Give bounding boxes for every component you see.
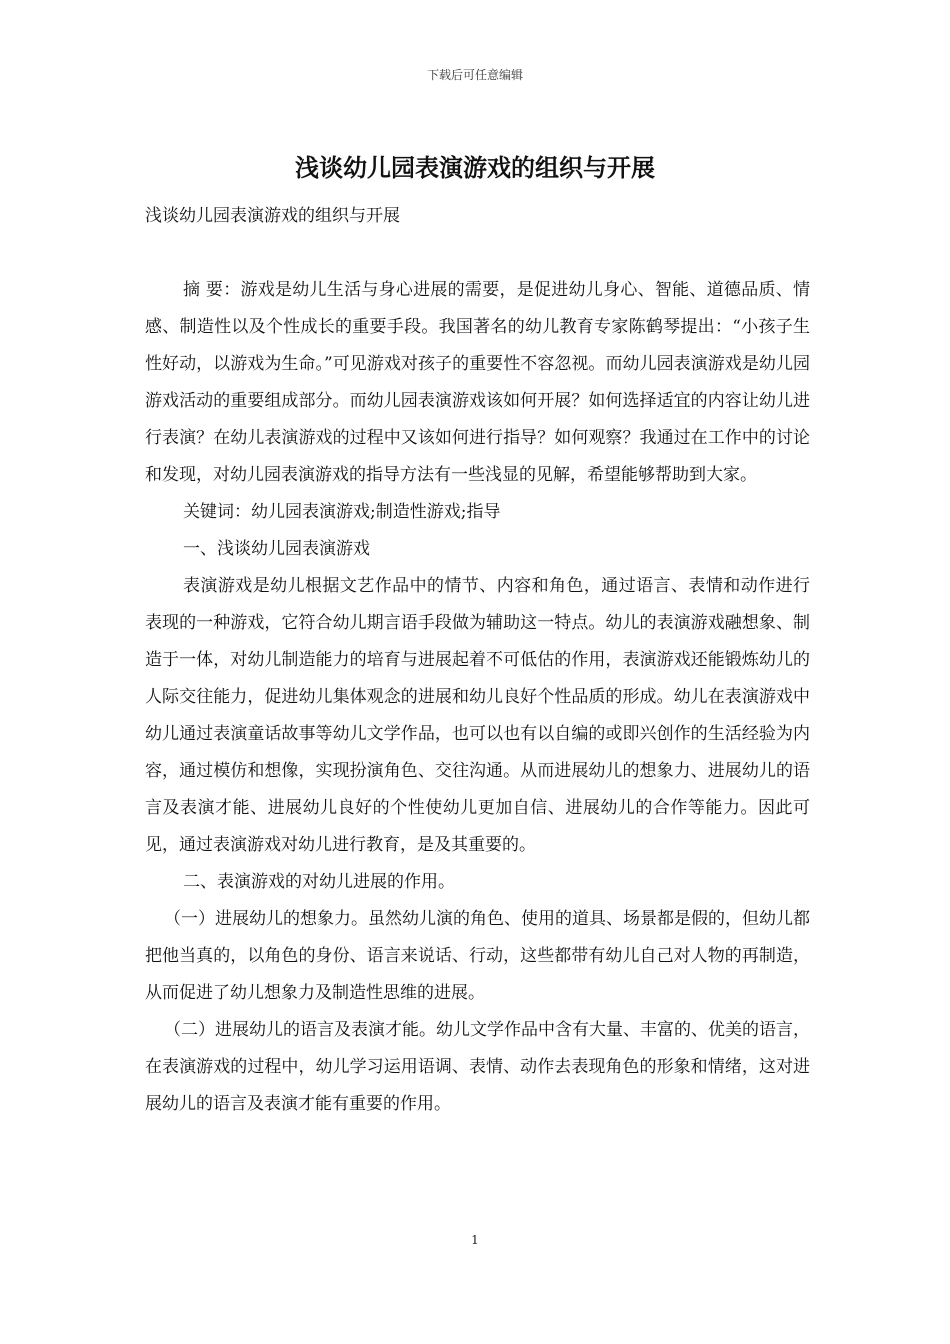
section-2-item-2: （二）进展幼儿的语言及表演才能。幼儿文学作品中含有大量、丰富的、优美的语言，在表演游戏的过程中，幼儿学习运用语调、表情、动作去表现角色的形象和情绪，这对进展幼儿的语言及表演才能有重要的作用。 (145, 1020, 810, 1114)
keywords-line: 关键词：幼儿园表演游戏;制造性游戏;指导 (183, 502, 501, 522)
section-2-heading: 二、表演游戏的对幼儿进展的作用。 (183, 872, 455, 892)
page-header-note: 下载后可任意编辑 (426, 68, 523, 82)
abstract-paragraph: 摘 要：游戏是幼儿生活与身心进展的需要，是促进幼儿身心、智能、道德品质、情感、制造性以及个性成长的重要手段。我国著名的幼儿教育专家陈鹤琴提出：“小孩子生性好动，以游戏为生命。”可见游戏对孩子的重要性不容忽视。而幼儿园表演游戏是幼儿园游戏活动的重要组成部分。而幼儿园表演游戏该如何开展？如何选择适宜的内容让幼儿进行表演？在幼儿表演游戏的过程中又该如何进行指导？如何观察？我通过在工作中的讨论和发现，对幼儿园表演游戏的指导方法有一些浅显的见解，希望能够帮助到大家。 (145, 280, 810, 485)
document-title: 浅谈幼儿园表演游戏的组织与开展 (295, 154, 655, 182)
document-subtitle: 浅谈幼儿园表演游戏的组织与开展 (145, 206, 400, 226)
document-body (145, 198, 810, 1123)
section-1-heading: 一、浅谈幼儿园表演游戏 (183, 539, 370, 559)
section-1-paragraph: 表演游戏是幼儿根据文艺作品中的情节、内容和角色，通过语言、表情和动作进行表现的一种游戏，它符合幼儿期言语手段做为辅助这一特点。幼儿的表演游戏融想象、制造于一体，对幼儿制造能力的培育与进展起着不可低估的作用，表演游戏还能锻炼幼儿的人际交往能力，促进幼儿集体观念的进展和幼儿良好个性品质的形成。幼儿在表演游戏中幼儿通过表演童话故事等幼儿文学作品，也可以也有以自编的或即兴创作的生活经验为内容，通过模仿和想像，实现扮演角色、交往沟通。从而进展幼儿的想象力、进展幼儿的语言及表演才能、进展幼儿良好的个性使幼儿更加自信、进展幼儿的合作等能力。因此可见，通过表演游戏对幼儿进行教育，是及其重要的。 (145, 576, 810, 855)
page-number: 1 (471, 1233, 479, 1247)
section-2-item-1: （一）进展幼儿的想象力。虽然幼儿演的角色、使用的道具、场景都是假的，但幼儿都把他当真的，以角色的身份、语言来说话、行动，这些都带有幼儿自己对人物的再制造，从而促进了幼儿想象力及制造性思维的进展。 (145, 909, 810, 1003)
